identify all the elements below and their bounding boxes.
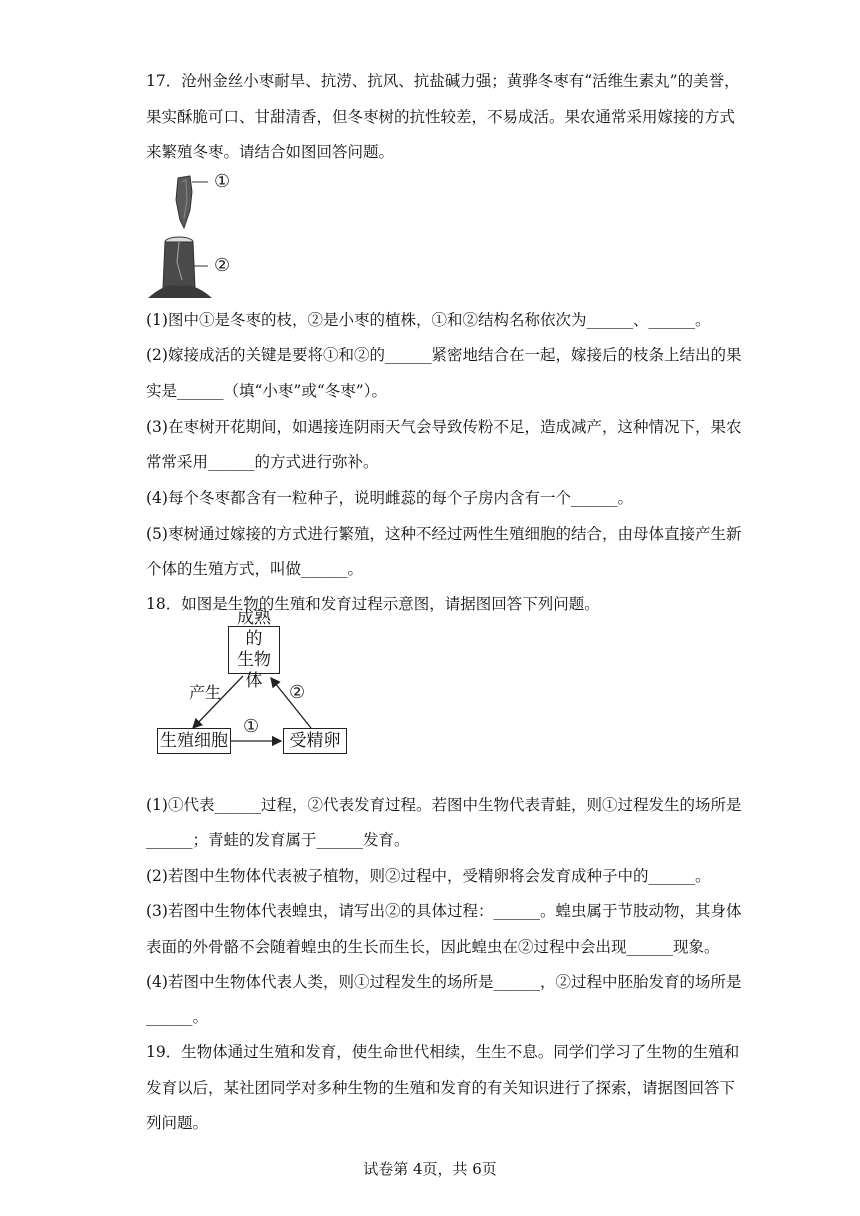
box-mature-line-1: 成熟的 bbox=[237, 608, 271, 649]
figure-label-2: ② bbox=[214, 255, 231, 276]
q19-line-1: 19．生物体通过生殖和发育，使生命世代相续，生生不息。同学们学习了生物的生殖和 bbox=[146, 1043, 740, 1061]
q18-sub-1b: ______；青蛙的发育属于______发育。 bbox=[146, 831, 410, 849]
grafting-illustration bbox=[146, 170, 256, 302]
q17-sub-5a: (5)枣树通过嫁接的方式进行繁殖，这种不经过两性生殖细胞的结合，由母体直接产生新 bbox=[146, 525, 742, 543]
box-mature-organism bbox=[228, 608, 280, 691]
q17-sub-1: (1)图中①是冬枣的枝，②是小枣的植株，①和②结构名称依次为______、______。 bbox=[146, 311, 711, 329]
q17-sub-3b: 常常采用______的方式进行弥补。 bbox=[146, 453, 379, 471]
arrow-label-2: ② bbox=[289, 682, 306, 703]
q17-sub-3a: (3)在枣树开花期间，如遇接连阴雨天气会导致传粉不足，造成减产，这种情况下，果农 bbox=[146, 418, 742, 436]
page-footer: 试卷第 4页，共 6页 bbox=[363, 1160, 497, 1178]
q18-sub-3a: (3)若图中生物体代表蝗虫，请写出②的具体过程：______。蝗虫属于节肢动物，其身体 bbox=[146, 902, 742, 920]
q18-sub-4a: (4)若图中生物体代表人类，则①过程发生的场所是______，②过程中胚胎发育的场所是 bbox=[146, 973, 742, 991]
q18-sub-1a: (1)①代表______过程，②代表发育过程。若图中生物代表青蛙，则①过程发生的场所是 bbox=[146, 796, 742, 814]
reproduction-cycle-diagram bbox=[155, 608, 365, 760]
q17-line-1: 17．沧州金丝小枣耐旱、抗涝、抗风、抗盐碱力强；黄骅冬枣有“活维生素丸”的美誉， bbox=[146, 72, 740, 90]
q18-intro: 18．如图是生物的生殖和发育过程示意图，请据图回答下列问题。 bbox=[146, 595, 600, 613]
box-fertilized-egg: 受精卵 bbox=[283, 728, 347, 754]
q17-sub-2b: 实是______（填“小枣”或“冬枣”）。 bbox=[146, 382, 387, 400]
q19-line-2: 发育以后，某社团同学对多种生物的生殖和发育的有关知识进行了探索，请据图回答下 bbox=[146, 1079, 736, 1097]
arrow-label-produce: 产生 bbox=[189, 683, 222, 702]
q17-sub-4: (4)每个冬枣都含有一粒种子，说明雌蕊的每个子房内含有一个______。 bbox=[146, 489, 633, 507]
grafting-figure bbox=[146, 170, 256, 302]
q17-sub-2a: (2)嫁接成活的关键是要将①和②的______紧密地结合在一起，嫁接后的枝条上结出的果 bbox=[146, 346, 742, 364]
q18-sub-4b: ______。 bbox=[146, 1008, 209, 1026]
box-mature-line-2: 生物体 bbox=[237, 650, 271, 691]
q17-sub-5b: 个体的生殖方式，叫做______。 bbox=[146, 560, 364, 578]
arrow-label-1: ① bbox=[243, 716, 260, 737]
q18-sub-3b: 表面的外骨骼不会随着蝗虫的生长而生长，因此蝗虫在②过程中会出现______现象。 bbox=[146, 938, 720, 956]
q19-line-3: 列问题。 bbox=[146, 1114, 209, 1132]
figure-label-1: ① bbox=[214, 171, 231, 192]
q17-line-3: 来繁殖冬枣。请结合如图回答问题。 bbox=[146, 143, 395, 161]
q17-line-2: 果实酥脆可口、甘甜清香，但冬枣树的抗性较差，不易成活。果农通常采用嫁接的方式 bbox=[146, 108, 736, 126]
box-reproductive-cell: 生殖细胞 bbox=[157, 728, 231, 754]
q18-sub-2: (2)若图中生物体代表被子植物，则②过程中，受精卵将会发育成种子中的______。 bbox=[146, 867, 711, 885]
